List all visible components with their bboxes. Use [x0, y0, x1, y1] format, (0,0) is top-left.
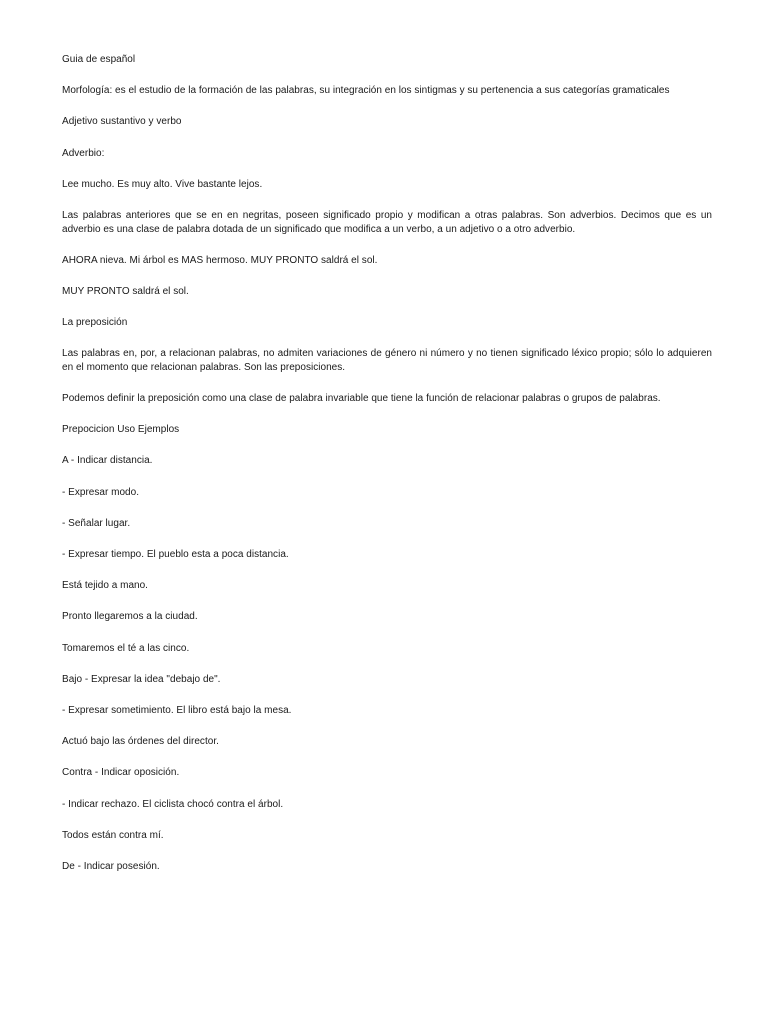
heading-adverbio: Adverbio: — [62, 147, 105, 159]
list-item: Pronto llegaremos a la ciudad. — [62, 611, 198, 623]
list-item: - Expresar sometimiento. El libro está bajo la mesa. — [62, 704, 292, 716]
paragraph-adverbio-ejemplos: Lee mucho. Es muy alto. Vive bastante lejos. — [62, 178, 263, 190]
table-header-line: Prepocicion Uso Ejemplos — [62, 424, 180, 436]
list-item: De - Indicar posesión. — [62, 860, 160, 872]
list-item: Bajo - Expresar la idea "debajo de". — [62, 673, 221, 685]
list-item: Contra - Indicar oposición. — [62, 767, 180, 779]
paragraph-adverbio-definicion: Las palabras anteriores que se en en negritas, poseen significado propio y modifican a otras palabras. Son adverbios. Decimos que es un adverbio es una clase de palabra dotada de un significado que modifica a un verbo, a un adjetivo o a otro adverbio. — [62, 209, 712, 235]
paragraph-preposicion-explicacion: Las palabras en, por, a relacionan palabras, no admiten variaciones de género ni número y no tienen significado léxico propio; sólo lo adquieren en el momento que relacionan palabras. Son las preposiciones. — [62, 348, 712, 373]
paragraph-categorias: Adjetivo sustantivo y verbo — [62, 116, 182, 128]
paragraph-preposicion-definicion: Podemos definir la preposición como una clase de palabra invariable que tiene la función de relacionar palabras o grupos de palabras. — [62, 393, 661, 405]
document-body — [62, 53, 712, 891]
list-item: Está tejido a mano. — [62, 580, 148, 592]
list-item: - Expresar modo. — [62, 486, 140, 498]
heading-preposicion: La preposición — [62, 317, 128, 329]
paragraph-muy-pronto: MUY PRONTO saldrá el sol. — [62, 285, 189, 297]
paragraph-morfologia: Morfología: es el estudio de la formación de las palabras, su integración en los sintigmas y su pertenencia a sus categorías gramaticales — [62, 85, 670, 97]
list-item: - Expresar tiempo. El pueblo esta a poca distancia. — [62, 549, 289, 560]
document-title: Guia de español — [62, 54, 136, 65]
list-item: Todos están contra mí. — [62, 829, 164, 841]
list-item: Actuó bajo las órdenes del director. — [62, 736, 219, 748]
list-item: - Señalar lugar. — [62, 517, 131, 529]
list-item: A - Indicar distancia. — [62, 455, 153, 467]
paragraph-adverbio-ejemplos-mayus: AHORA nieva. Mi árbol es MAS hermoso. MUY PRONTO saldrá el sol. — [62, 254, 378, 266]
list-item: - Indicar rechazo. El ciclista chocó contra el árbol. — [62, 798, 284, 810]
list-item: Tomaremos el té a las cinco. — [62, 642, 190, 654]
